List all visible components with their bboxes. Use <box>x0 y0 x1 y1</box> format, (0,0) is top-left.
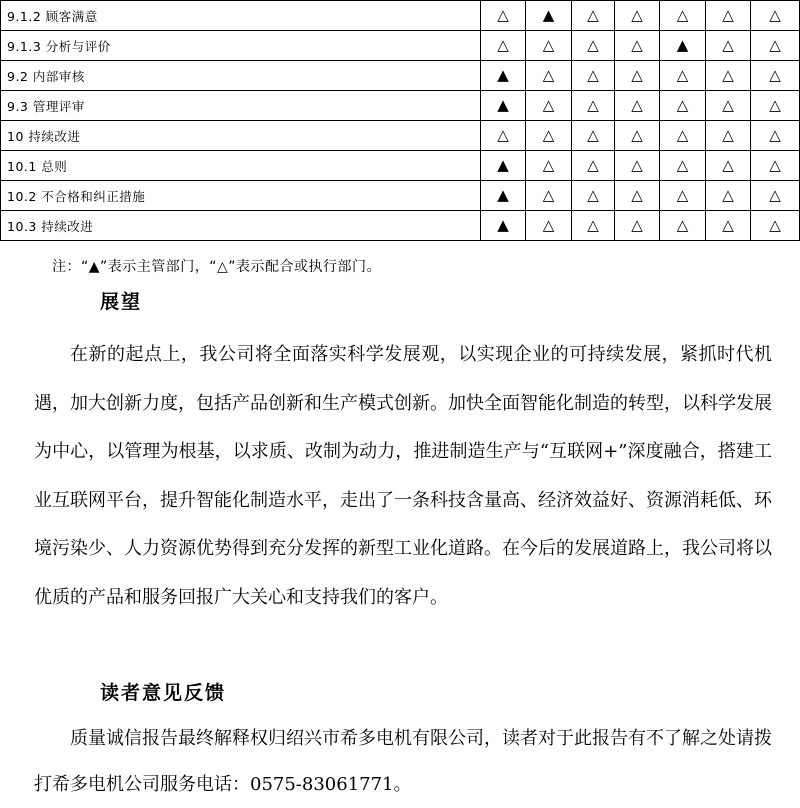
support-department-mark: △ <box>706 151 751 181</box>
table-note: 注：“▲”表示主管部门，“△”表示配合或执行部门。 <box>52 259 382 275</box>
support-department-mark: △ <box>572 91 615 121</box>
support-department-mark: △ <box>660 91 706 121</box>
support-department-mark: △ <box>526 181 572 211</box>
table-row <box>1 151 800 181</box>
support-department-mark: △ <box>660 181 706 211</box>
lead-department-mark: ▲ <box>481 61 526 91</box>
support-department-mark: △ <box>660 151 706 181</box>
support-department-mark: △ <box>526 91 572 121</box>
support-department-mark: △ <box>572 211 615 241</box>
support-department-mark: △ <box>751 91 800 121</box>
feedback-paragraph: 质量诚信报告最终解释权归绍兴市希多电机有限公司，读者对于此报告有不了解之处请拨打希多电机公司服务电话：0575-83061771。 <box>34 728 772 795</box>
support-department-mark: △ <box>660 211 706 241</box>
support-department-mark: △ <box>706 61 751 91</box>
support-department-mark: △ <box>706 91 751 121</box>
lead-department-mark: ▲ <box>481 151 526 181</box>
clause-cell: 9.3 管理评审 <box>1 91 481 121</box>
support-department-mark: △ <box>615 181 660 211</box>
support-department-mark: △ <box>660 1 706 31</box>
support-department-mark: △ <box>706 121 751 151</box>
clause-cell: 10 持续改进 <box>1 121 481 151</box>
support-department-mark: △ <box>751 151 800 181</box>
support-department-mark: △ <box>751 61 800 91</box>
support-department-mark: △ <box>751 1 800 31</box>
support-department-mark: △ <box>660 61 706 91</box>
clause-cell: 10.1 总则 <box>1 151 481 181</box>
support-department-mark: △ <box>751 31 800 61</box>
clause-cell: 10.2 不合格和纠正措施 <box>1 181 481 211</box>
feedback-heading: 读者意见反馈 <box>100 682 227 704</box>
support-department-mark: △ <box>481 1 526 31</box>
support-department-mark: △ <box>615 61 660 91</box>
table-row <box>1 1 800 31</box>
clause-cell: 9.2 内部审核 <box>1 61 481 91</box>
support-department-mark: △ <box>572 61 615 91</box>
lead-department-mark: ▲ <box>526 1 572 31</box>
support-department-mark: △ <box>660 121 706 151</box>
support-department-mark: △ <box>615 31 660 61</box>
lead-department-mark: ▲ <box>481 91 526 121</box>
support-department-mark: △ <box>572 181 615 211</box>
support-department-mark: △ <box>706 211 751 241</box>
table-row <box>1 121 800 151</box>
lead-department-mark: ▲ <box>660 31 706 61</box>
support-department-mark: △ <box>481 121 526 151</box>
matrix-body <box>1 1 800 241</box>
table-row <box>1 181 800 211</box>
support-department-mark: △ <box>481 31 526 61</box>
support-department-mark: △ <box>615 91 660 121</box>
support-department-mark: △ <box>751 211 800 241</box>
support-department-mark: △ <box>572 31 615 61</box>
support-department-mark: △ <box>706 181 751 211</box>
table-row <box>1 211 800 241</box>
table-row <box>1 61 800 91</box>
support-department-mark: △ <box>615 121 660 151</box>
clause-cell: 9.1.3 分析与评价 <box>1 31 481 61</box>
support-department-mark: △ <box>526 121 572 151</box>
support-department-mark: △ <box>572 1 615 31</box>
table-row <box>1 91 800 121</box>
lead-department-mark: ▲ <box>481 211 526 241</box>
support-department-mark: △ <box>751 121 800 151</box>
lead-department-mark: ▲ <box>481 181 526 211</box>
support-department-mark: △ <box>526 211 572 241</box>
support-department-mark: △ <box>572 121 615 151</box>
support-department-mark: △ <box>526 31 572 61</box>
support-department-mark: △ <box>526 61 572 91</box>
support-department-mark: △ <box>706 31 751 61</box>
support-department-mark: △ <box>706 1 751 31</box>
table-row <box>1 31 800 61</box>
outlook-heading: 展望 <box>100 291 143 313</box>
support-department-mark: △ <box>751 181 800 211</box>
support-department-mark: △ <box>526 151 572 181</box>
responsibility-matrix-table <box>0 0 800 241</box>
clause-cell: 10.3 持续改进 <box>1 211 481 241</box>
support-department-mark: △ <box>615 151 660 181</box>
support-department-mark: △ <box>572 151 615 181</box>
support-department-mark: △ <box>615 1 660 31</box>
clause-cell: 9.1.2 顾客满意 <box>1 1 481 31</box>
support-department-mark: △ <box>615 211 660 241</box>
outlook-paragraph: 在新的起点上，我公司将全面落实科学发展观，以实现企业的可持续发展，紧抓时代机遇，加大创新力度，包括产品创新和生产模式创新。加快全面智能化制造的转型，以科学发展为中心，以管理为根基，以求质、改制为动力，推进制造生产与“互联网+”深度融合，搭建工业互联网平台，提升智能化制造水平，走出了一条科技含量高、经济效益好、资源消耗低、环境污染少、人力资源优势得到充分发挥的新型工业化道路。在今后的发展道路上，我公司将以优质的产品和服务回报广大关心和支持我们的客户。 <box>34 344 772 608</box>
